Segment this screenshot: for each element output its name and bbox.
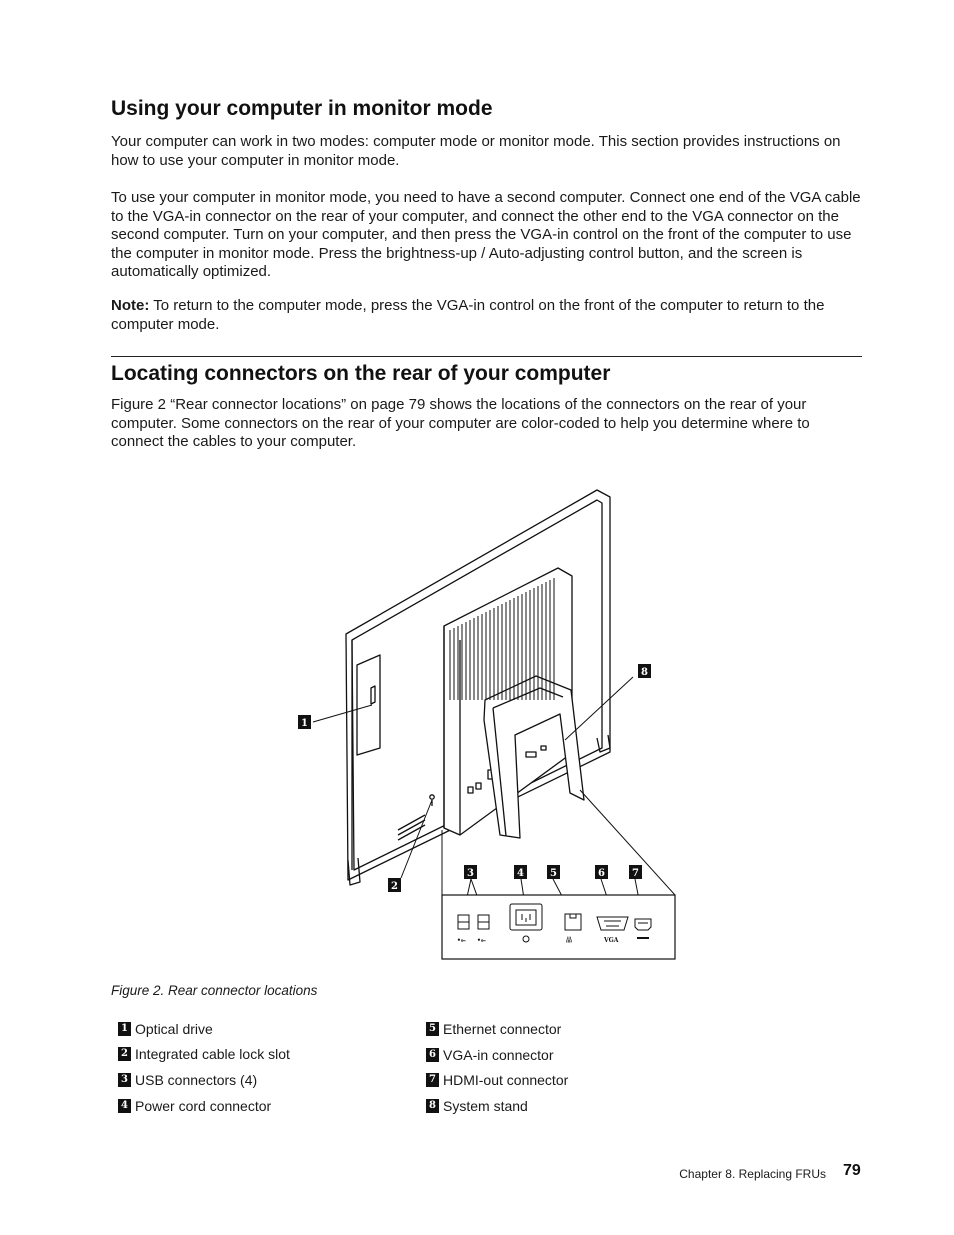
figure-caption: Figure 2. Rear connector locations (111, 983, 318, 998)
legend-item-3 (118, 1071, 257, 1089)
legend-badge: 8 (426, 1099, 439, 1113)
callout-8: 8 (641, 667, 648, 678)
legend-badge: 5 (426, 1022, 439, 1036)
paragraph-modes-intro: Your computer can work in two modes: computer mode or monitor mode. This section provides instructions on how to use your computer in monitor mode. (111, 133, 841, 169)
callout-2: 2 (391, 881, 398, 892)
legend-badge: 7 (426, 1073, 439, 1087)
callout-7: 7 (632, 868, 639, 879)
note-label: Note: (111, 297, 150, 314)
section-title-monitor-mode: Using your computer in monitor mode (111, 97, 493, 120)
legend-item-7 (426, 1071, 568, 1089)
vga-port-label: VGA (604, 937, 619, 944)
svg-text:•⟜: •⟜ (457, 937, 466, 944)
legend-label: Optical drive (135, 1021, 213, 1037)
section-title-rear-connectors: Locating connectors on the rear of your computer (111, 362, 611, 385)
svg-text:•⟜: •⟜ (477, 937, 486, 944)
legend-badge: 2 (118, 1047, 131, 1061)
legend-item-1 (118, 1020, 213, 1038)
callout-3: 3 (467, 868, 474, 879)
legend-label: System stand (443, 1098, 528, 1114)
legend-item-5 (426, 1020, 561, 1038)
legend-label: Integrated cable lock slot (135, 1046, 290, 1062)
paragraph-monitor-mode-steps: To use your computer in monitor mode, you need to have a second computer. Connect one end of the VGA cable to the VGA-in connector on the rear of your computer, and connect the other end to the VGA connector on the second computer. Turn on your computer, and then press the VGA-in control on the front of the computer to use the computer in monitor mode. Press the brightness-up / Auto-adjusting control button, and the screen is automatically optimized. (111, 189, 861, 281)
legend-label: Ethernet connector (443, 1021, 562, 1037)
legend-item-6 (426, 1046, 554, 1064)
legend-item-2 (118, 1045, 290, 1063)
callout-5: 5 (550, 868, 557, 879)
legend-item-8 (426, 1097, 528, 1115)
callout-1: 1 (301, 718, 308, 729)
note-text: To return to the computer mode, press the VGA-in control on the front of the computer to return to the computer mode. (111, 297, 825, 333)
legend-label: HDMI-out connector (443, 1072, 569, 1088)
legend-badge: 4 (118, 1099, 131, 1113)
callout-6: 6 (598, 868, 605, 879)
legend-label: Power cord connector (135, 1098, 272, 1114)
legend-badge: 6 (426, 1048, 439, 1062)
legend-badge: 1 (118, 1022, 131, 1036)
page-number: 79 (843, 1162, 861, 1179)
legend-badge: 3 (118, 1073, 131, 1087)
legend-item-4 (118, 1097, 271, 1115)
legend-label: VGA-in connector (443, 1047, 554, 1063)
legend-label: USB connectors (4) (135, 1072, 258, 1088)
paragraph-rear-connectors-intro: Figure 2 “Rear connector locations” on page 79 shows the locations of the connectors on the rear of your computer. Some connectors on the rear of your computer are color-coded to help you determine where to connect the cables to your computer. (111, 396, 810, 451)
footer-chapter: Chapter 8. Replacing FRUs (679, 1167, 826, 1181)
svg-text:品: 品 (566, 937, 573, 944)
callout-4: 4 (517, 868, 524, 879)
